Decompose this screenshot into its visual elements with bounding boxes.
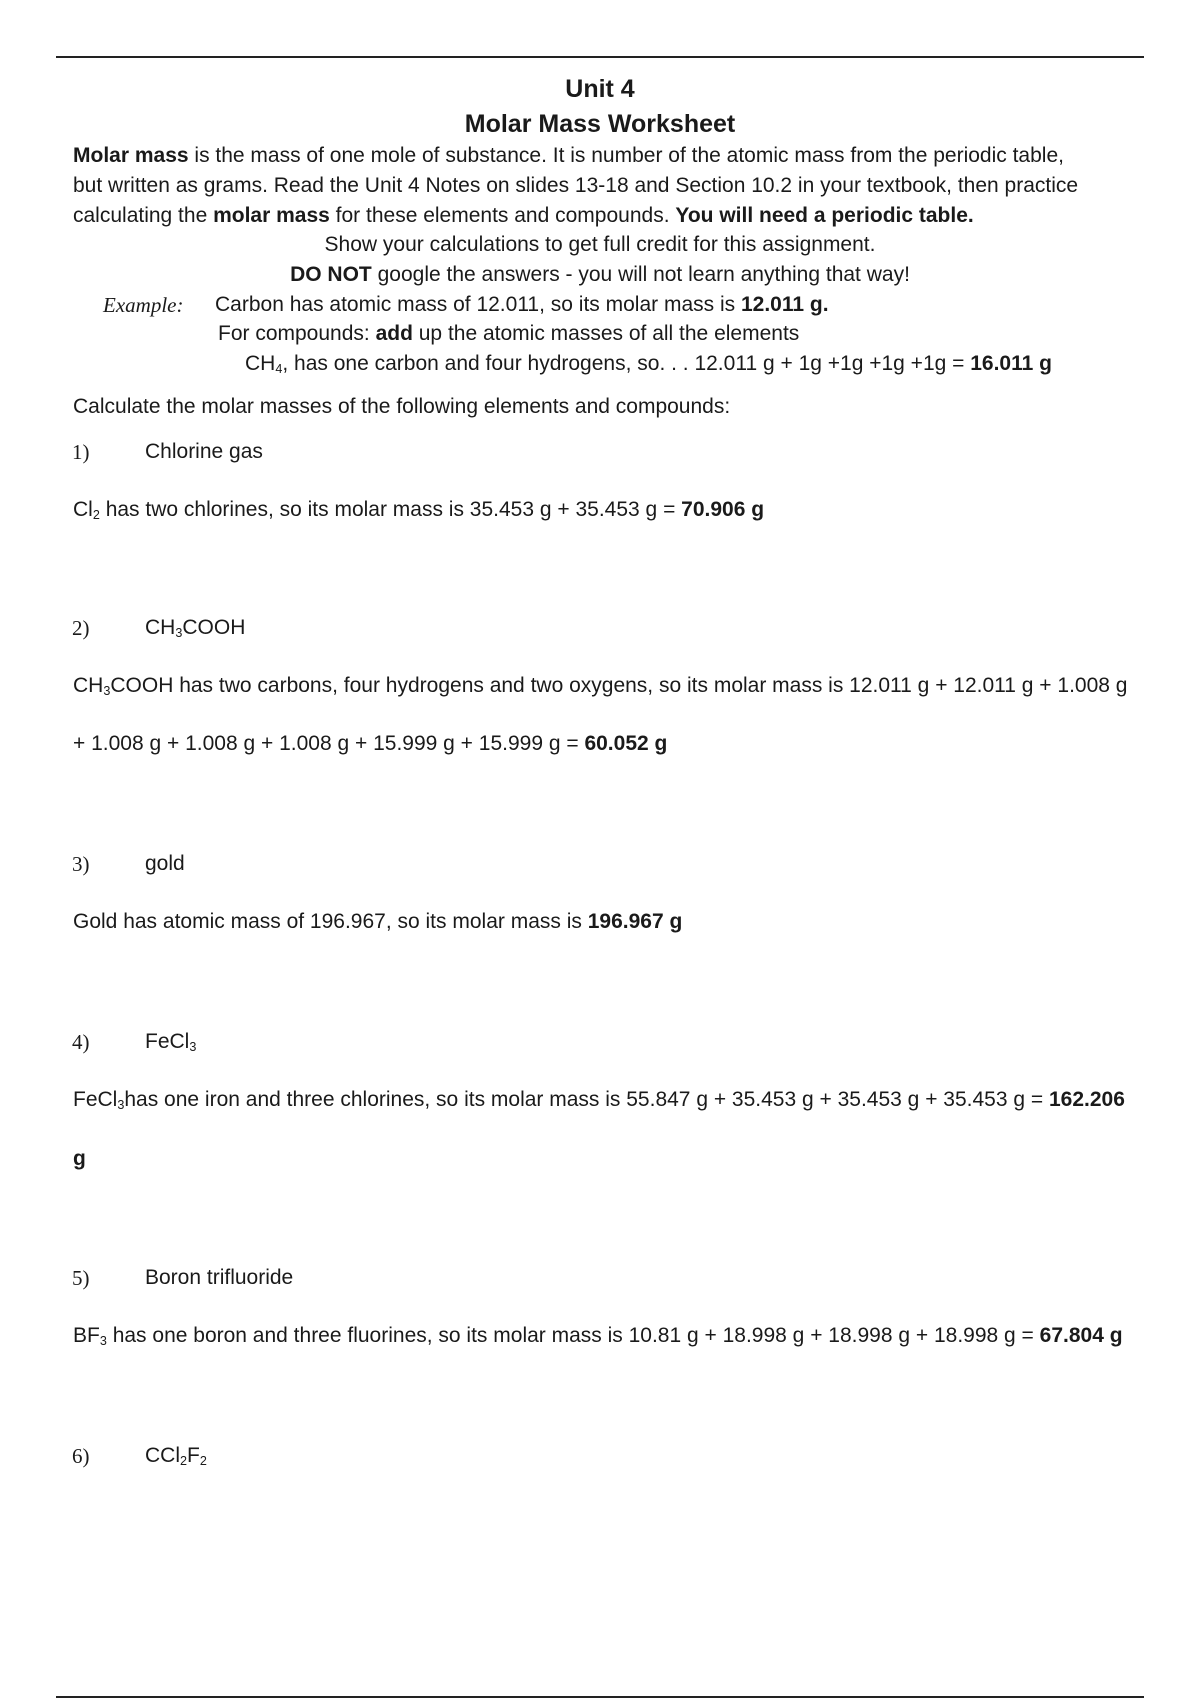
page-title: Molar Mass Worksheet	[464, 110, 736, 138]
answer-line-continued: g	[73, 1147, 86, 1170]
question-label: Chlorine gas	[145, 440, 263, 463]
example-label: Example:	[103, 293, 184, 317]
answer-line: $CH_3COOH$ has two carbons, four hydrogens and two oxygens, so its molar mass is 12.011 g + 12.011 g + 1.008 g	[73, 674, 1128, 699]
instructions: Calculate the molar masses of the following elements and compounds:	[73, 395, 731, 418]
intro-line-3: calculating the molar mass for these elements and compounds. You will need a periodic table.	[73, 204, 974, 227]
question-number: 4)	[72, 1030, 90, 1054]
answer-line-continued: + 1.008 g + 1.008 g + 1.008 g + 15.999 g + 15.999 g = 60.052 g	[73, 732, 668, 755]
unit-heading: Unit 4	[565, 75, 635, 103]
bottom-rule	[56, 1696, 1144, 1698]
top-rule	[56, 56, 1144, 58]
question-number: 3)	[72, 852, 90, 876]
question-label: FeCl$_3$	[145, 1030, 197, 1055]
answer-line: Gold has atomic mass of 196.967, so its molar mass is 196.967 g	[73, 910, 683, 933]
answer-line: $BF_3$ has one boron and three fluorines, so its molar mass is 10.81 g + 18.998 g + 18.998 g + 18.998 g = 67.804 g	[73, 1324, 1123, 1349]
intro-line-2: but written as grams. Read the Unit 4 Notes on slides 13-18 and Section 10.2 in your textbook, then practice	[73, 174, 1079, 197]
show-calculations-note: Show your calculations to get full credit for this assignment.	[324, 233, 876, 256]
example-line-3: $CH_4$, has one carbon and four hydrogens, so. . . 12.011 g + 1g +1g +1g +1g = 16.011 g	[245, 352, 1052, 377]
question-label: $CH_3COOH$	[145, 616, 246, 641]
answer-line: $Cl_2$ has two chlorines, so its molar mass is 35.453 g + 35.453 g = 70.906 g	[73, 498, 765, 523]
question-number: 6)	[72, 1444, 90, 1468]
question-number: 5)	[72, 1266, 90, 1290]
question-label: Boron trifluoride	[145, 1266, 294, 1289]
question-label: gold	[145, 852, 185, 875]
question-label: $CCl_2F_2$	[145, 1444, 207, 1469]
do-not-google-note: DO NOT google the answers - you will not learn anything that way!	[290, 263, 910, 286]
question-number: 1)	[72, 440, 90, 464]
question-number: 2)	[72, 616, 90, 640]
intro-line-1: Molar mass is the mass of one mole of substance. It is number of the atomic mass from the periodic table,	[73, 144, 1064, 167]
answer-line: FeCl$_3$has one iron and three chlorines, so its molar mass is 55.847 g + 35.453 g + 35.453 g + 35.453 g = 162.206	[73, 1088, 1125, 1113]
example-line-2: For compounds: add up the atomic masses of all the elements	[218, 322, 800, 345]
example-line-1: Carbon has atomic mass of 12.011, so its molar mass is 12.011 g.	[215, 293, 829, 316]
